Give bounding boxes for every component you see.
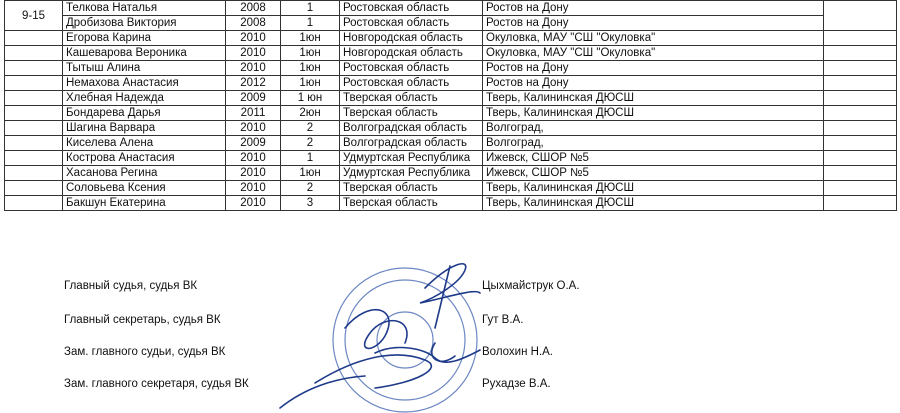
rank-cell: 2юн <box>281 106 340 121</box>
region-cell: Удмуртская Республика <box>340 166 483 181</box>
name-cell: Кострова Анастасия <box>63 151 226 166</box>
rank-cell: 1 <box>281 151 340 166</box>
region-cell: Волгоградская область <box>340 136 483 151</box>
year-cell: 2010 <box>226 31 281 46</box>
official-title: Главный судья, судья ВК <box>64 280 198 292</box>
club-cell: Окуловка, МАУ "СШ "Окуловка" <box>483 31 824 46</box>
club-cell: Ростов на Дону <box>483 16 824 31</box>
region-cell: Ростовская область <box>340 1 483 16</box>
rank-cell: 2 <box>281 181 340 196</box>
place-cell: 9-15 <box>5 1 63 31</box>
name-cell: Телкова Наталья <box>63 1 226 16</box>
year-cell: 2009 <box>226 136 281 151</box>
year-cell: 2010 <box>226 151 281 166</box>
club-cell: Тверь, Калининская ДЮСШ <box>483 196 824 211</box>
official-name: Цыхмайструк О.А. <box>482 280 580 292</box>
name-cell: Шагина Варвара <box>63 121 226 136</box>
name-cell: Бакшун Екатерина <box>63 196 226 211</box>
club-cell: Ижевск, СШОР №5 <box>483 166 824 181</box>
club-cell: Ростов на Дону <box>483 61 824 76</box>
year-cell: 2010 <box>226 61 281 76</box>
rank-cell: 1 юн <box>281 91 340 106</box>
year-cell: 2009 <box>226 91 281 106</box>
rank-cell: 1юн <box>281 166 340 181</box>
rank-cell: 3 <box>281 196 340 211</box>
rank-cell: 1юн <box>281 46 340 61</box>
region-cell: Тверская область <box>340 106 483 121</box>
club-cell: Ростов на Дону <box>483 76 824 91</box>
name-cell: Соловьева Ксения <box>63 181 226 196</box>
year-cell: 2010 <box>226 166 281 181</box>
name-cell: Немахова Анастасия <box>63 76 226 91</box>
region-cell: Новгородская область <box>340 31 483 46</box>
name-cell: Хасанова Регина <box>63 166 226 181</box>
official-title: Зам. главного секретаря, судья ВК <box>64 378 249 390</box>
year-cell: 2010 <box>226 121 281 136</box>
rank-cell: 2 <box>281 136 340 151</box>
year-cell: 2011 <box>226 106 281 121</box>
year-cell: 2012 <box>226 76 281 91</box>
region-cell: Волгоградская область <box>340 121 483 136</box>
official-title: Главный секретарь, судья ВК <box>64 314 221 326</box>
name-cell: Егорова Карина <box>63 31 226 46</box>
region-cell: Ростовская область <box>340 61 483 76</box>
official-name: Волохин Н.А. <box>482 346 554 358</box>
year-cell: 2010 <box>226 196 281 211</box>
club-cell: Ижевск, СШОР №5 <box>483 151 824 166</box>
region-cell: Тверская область <box>340 196 483 211</box>
name-cell: Бондарева Дарья <box>63 106 226 121</box>
year-cell: 2010 <box>226 181 281 196</box>
club-cell: Тверь, Калининская ДЮСШ <box>483 181 824 196</box>
rank-cell: 1 <box>281 1 340 16</box>
rank-cell: 1юн <box>281 31 340 46</box>
official-name: Гут В.А. <box>482 314 524 326</box>
region-cell: Новгородская область <box>340 46 483 61</box>
year-cell: 2010 <box>226 46 281 61</box>
region-cell: Ростовская область <box>340 16 483 31</box>
club-cell: Волгоград, <box>483 121 824 136</box>
club-cell: Тверь, Калининская ДЮСШ <box>483 106 824 121</box>
club-cell: Тверь, Калининская ДЮСШ <box>483 91 824 106</box>
name-cell: Тытыш Алина <box>63 61 226 76</box>
year-cell: 2008 <box>226 16 281 31</box>
rank-cell: 1 <box>281 16 340 31</box>
stamp-icon <box>333 268 477 412</box>
club-cell: Ростов на Дону <box>483 1 824 16</box>
rank-cell: 1юн <box>281 76 340 91</box>
stamp-signature-image <box>275 258 575 413</box>
region-cell: Тверская область <box>340 91 483 106</box>
name-cell: Киселева Алена <box>63 136 226 151</box>
club-cell: Волгоград, <box>483 136 824 151</box>
rank-cell: 1юн <box>281 61 340 76</box>
name-cell: Кашеварова Вероника <box>63 46 226 61</box>
year-cell: 2008 <box>226 1 281 16</box>
region-cell: Удмуртская Республика <box>340 151 483 166</box>
rank-cell: 2 <box>281 121 340 136</box>
name-cell: Хлебная Надежда <box>63 91 226 106</box>
name-cell: Дробизова Виктория <box>63 16 226 31</box>
official-name: Рухадзе В.А. <box>482 378 551 390</box>
club-cell: Окуловка, МАУ "СШ "Окуловка" <box>483 46 824 61</box>
region-cell: Ростовская область <box>340 76 483 91</box>
official-title: Зам. главного судьи, судья ВК <box>64 346 226 358</box>
region-cell: Тверская область <box>340 181 483 196</box>
